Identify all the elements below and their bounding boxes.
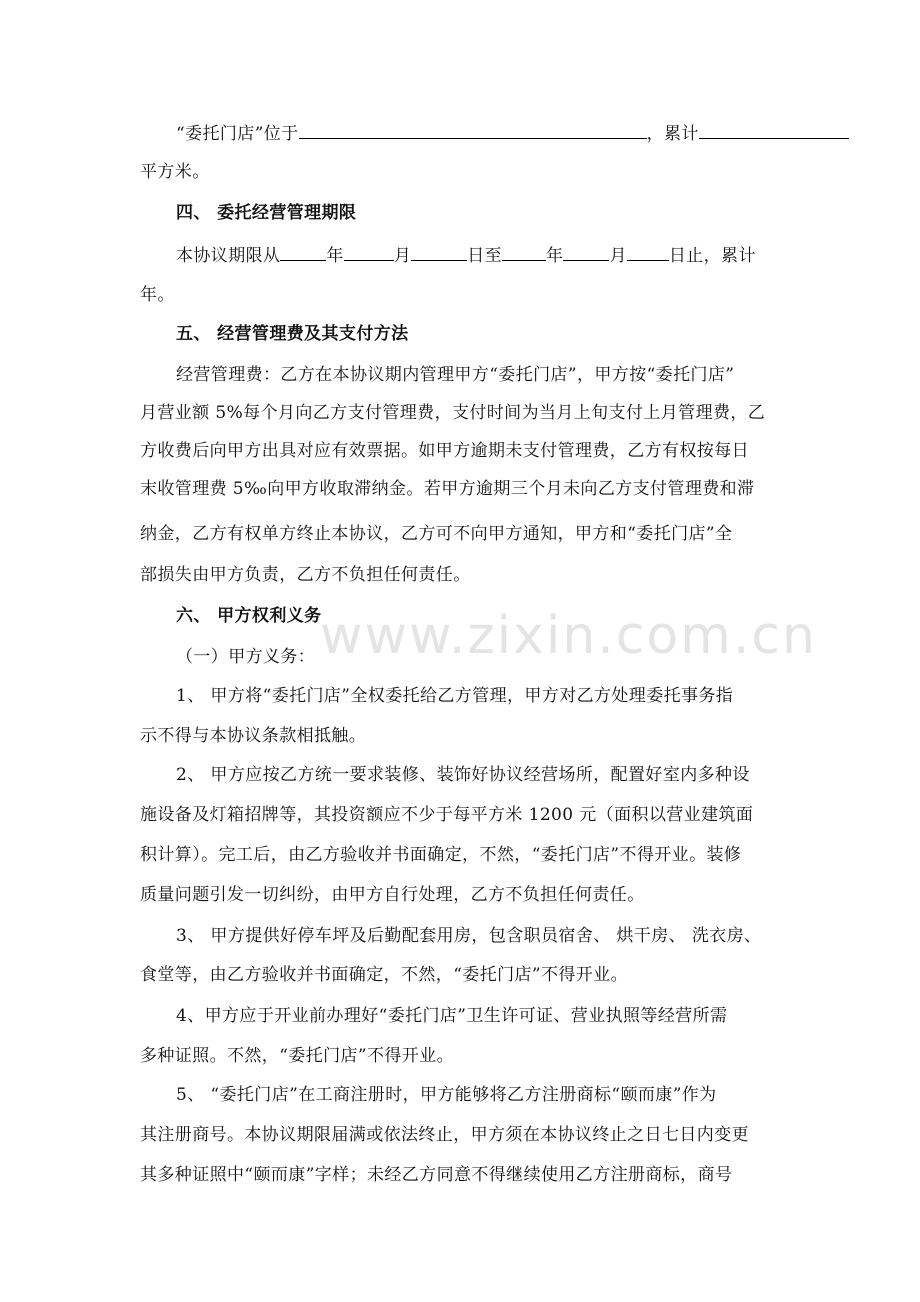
term-last: 年。 [140,285,175,305]
day-to-label: 日至 [467,246,503,266]
term-line [176,242,756,266]
area-unit: 平方米。 [140,162,210,182]
end-month-blank[interactable] [563,242,609,261]
section6-heading: 六、 甲方权利义务 [176,606,322,626]
clause-line: 质量问题引发一切纠纷，由甲方自行处理，乙方不负担任何责任。 [140,885,645,905]
paragraph-line: 经营管理费：乙方在本协议期内管理甲方“委托门店”，甲方按“委托门店” [176,365,735,385]
start-month-blank[interactable] [344,242,394,261]
address-blank[interactable] [299,120,647,139]
clause-line: 4、甲方应于开业前办理好“委托门店”卫生许可证、营业执照等经营所需 [176,1006,728,1026]
term-prefix: 本协议期限从 [176,246,281,266]
clause-line: 积计算）。完工后，由乙方验收并书面确定，不然，“委托门店”不得开业。装修 [140,845,742,865]
section4-heading: 四、 委托经营管理期限 [176,203,357,223]
location-line [176,120,849,144]
paragraph-line: 末收管理费 5‰向甲方收取滞纳金。若甲方逾期三个月未向乙方支付管理费和滞 [140,479,755,499]
clause-line: 3、 甲方提供好停车坪及后勤配套用房，包含职员宿舍、 烘干房、 洗衣房、 [176,926,762,946]
area-label: ，累计 [646,124,699,144]
clause-line: 2、 甲方应按乙方统一要求装修、装饰好协议经营场所，配置好室内多种设 [176,765,750,785]
paragraph-line: 方收费后向甲方出具对应有效票据。如甲方逾期未支付管理费，乙方有权按每日 [140,441,749,461]
clause-line: 其多种证照中“颐而康”字样；未经乙方同意不得继续使用乙方注册商标，商号 [140,1165,733,1185]
end-year-blank[interactable] [502,242,546,261]
clause-line: 多种证照。不然，“委托门店”不得开业。 [140,1046,454,1066]
month-label: 月 [609,246,627,266]
paragraph-line: 月营业额 5%每个月向乙方支付管理费，支付时间为当月上旬支付上月管理费，乙 [140,403,766,423]
clause-line: 施设备及灯箱招牌等，其投资额应不少于每平方米 1200 元（面积以营业建筑面 [140,805,754,825]
month-label: 月 [393,246,412,266]
section5-heading: 五、 经营管理费及其支付方法 [176,324,409,344]
start-day-blank[interactable] [411,242,467,261]
day-end-label: 日止，累计 [668,246,756,266]
paragraph-line: 纳金，乙方有权单方终止本协议，乙方可不向甲方通知，甲方和“委托门店”全 [140,524,733,544]
start-year-blank[interactable] [280,242,326,261]
end-day-blank[interactable] [627,242,669,261]
paragraph-line: 部损失由甲方负责，乙方不负担任何责任。 [140,565,471,585]
year-label: 年 [326,246,344,266]
subheading: （一）甲方义务： [176,647,316,667]
clause-line: 1、 甲方将“委托门店”全权委托给乙方管理，甲方对乙方处理委托事务指 [176,686,734,706]
clause-line: 5、 “委托门店”在工商注册时，甲方能够将乙方注册商标“颐而康”作为 [176,1085,717,1105]
clause-line: 食堂等，由乙方验收并书面确定，不然，“委托门店”不得开业。 [140,965,628,985]
year-label: 年 [546,246,564,266]
clause-line: 示不得与本协议条款相抵触。 [140,726,367,746]
location-label: “委托门店”位于 [176,124,299,144]
area-blank[interactable] [699,120,849,139]
clause-line: 其注册商号。本协议期限届满或依法终止，甲方须在本协议终止之日七日内变更 [140,1125,749,1145]
watermark: www.zixin.com.cn [320,606,817,666]
